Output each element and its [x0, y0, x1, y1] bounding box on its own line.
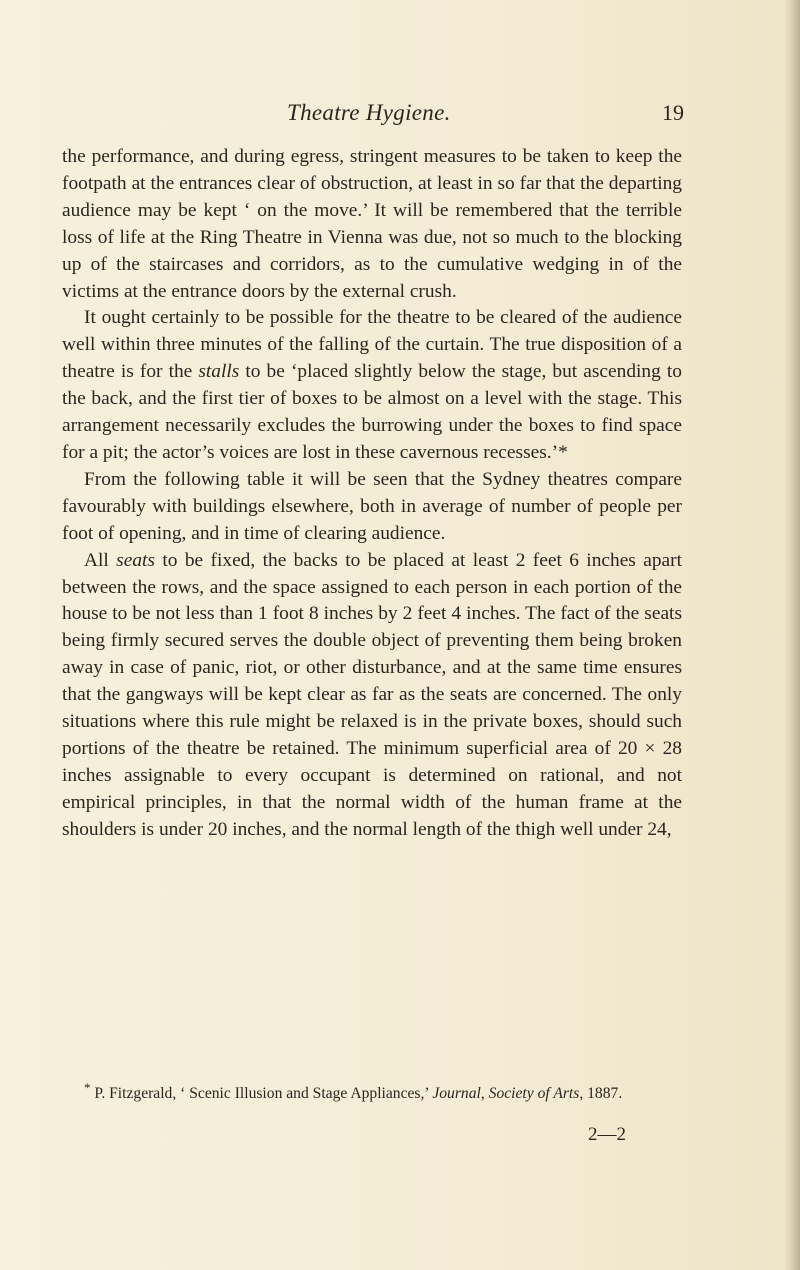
footnote-citation: P. Fitzgerald, ‘ Scenic Illusion and Stage Appliances,’	[90, 1085, 433, 1103]
seats-emphasis: seats	[116, 549, 155, 571]
footnote-journal: Journal	[432, 1085, 481, 1103]
page-edge-shadow	[784, 0, 800, 1270]
footnote-society: Society of Arts	[488, 1085, 580, 1103]
body-text	[62, 144, 682, 844]
page-header	[90, 100, 690, 132]
printer-signature: 2—2	[588, 1124, 626, 1145]
footnote-separator: ,	[480, 1085, 489, 1103]
paragraph-4-text-b: to be fixed, the backs to be placed at least 2 feet 6 inches apart between the rows, and the space assigned to each person in each portion of the house to be not less than 1 foot 8 inches by 2 feet 4 inches. The fact of the seats being firmly secured serves the double object of preventing them being broken away in case of panic, riot, or other disturbance, and at the same time ensures that the gangways will be kept clear as far as the seats are concerned. The only situations where this rule might be relaxed is in the private boxes, should such portions of the theatre be retained. The minimum superficial area of 20 × 28 inches assignable to every occupant is determined on rational, and not empirical principles, in that the normal width of the human frame at the shoulders is under 20 inches, and the normal length of the thigh well under 24,	[62, 549, 682, 840]
paragraph-1-text: the performance, and during egress, stringent measures to be taken to keep the footpath at the entrances clear of obstruction, at least in so far that the departing audience may be kept ‘ on the move.’ It will be remembered that the terrible loss of life at the Ring Theatre in Vienna was due, not so much to the blocking up of the staircases and corridors, as to the cumulative wedging in of the victims at the entrance doors by the external crush.	[62, 146, 682, 302]
footnote-text	[62, 1078, 682, 1104]
stalls-emphasis: stalls	[198, 361, 240, 383]
paragraph-2-text-a: It ought certainly to be possible for the theatre to be cleared of the audience well within three minutes of the falling of the curtain. The true disposition of a theatre is for the	[62, 307, 682, 383]
footnote-year: , 1887.	[579, 1085, 623, 1103]
footnote	[62, 1078, 682, 1104]
paragraph-2-text-b: to be ‘placed slightly below the stage, but ascending to the back, and the first tier of boxes to be almost on a level with the stage. This arrangement necessarily excludes the burrowing under the boxes to find space for a pit; the actor’s voices are lost in these cavernous recesses.’*	[62, 361, 682, 463]
paragraph-3-text: From the following table it will be seen that the Sydney theatres compare favourably with buildings elsewhere, both in average of number of people per foot of opening, and in time of clearing audience.	[62, 468, 682, 544]
footnote-marker: *	[84, 1080, 91, 1095]
paragraph-3	[62, 467, 682, 548]
running-head: Theatre Hygiene.	[287, 100, 451, 125]
paragraph-4	[62, 548, 682, 844]
page-number: 19	[662, 100, 684, 125]
paragraph-1	[62, 144, 682, 305]
paragraph-2	[62, 305, 682, 466]
paragraph-4-text-a: All	[84, 549, 117, 571]
